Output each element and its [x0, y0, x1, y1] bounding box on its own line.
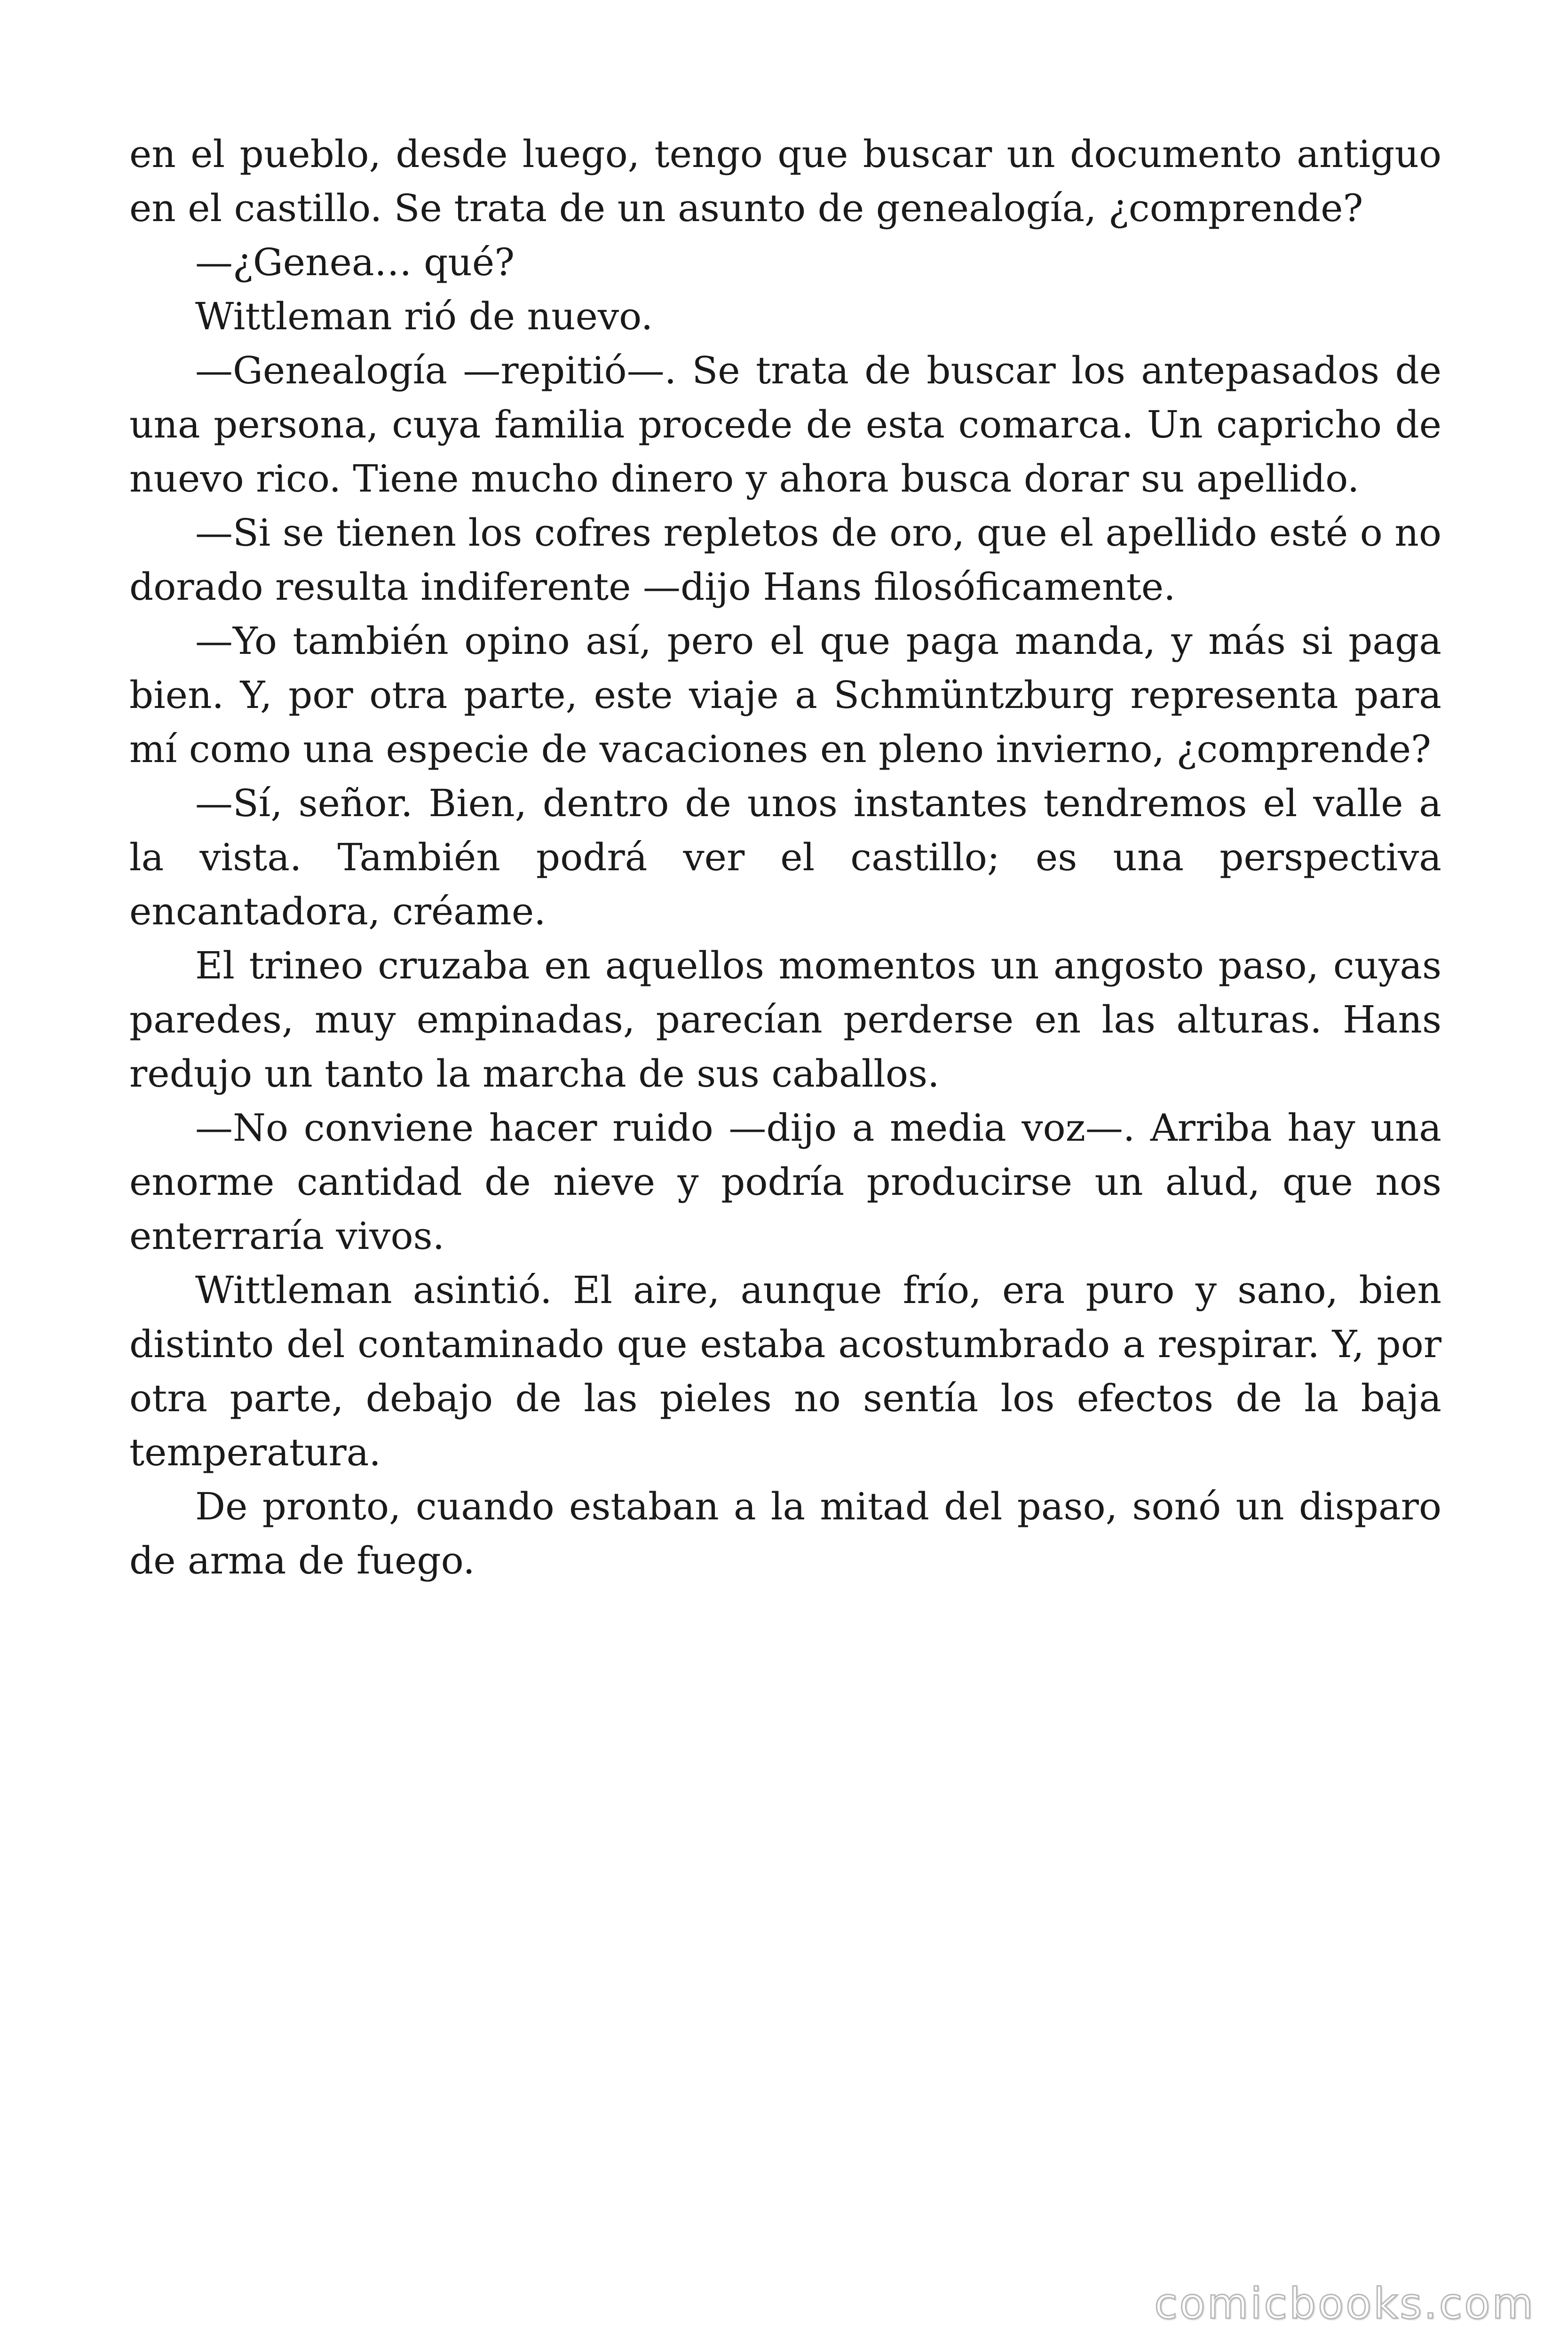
paragraph: —No conviene hacer ruido —dijo a media voz—. Arriba hay una enorme cantidad de nieve y podría producirse un alud, que nos enterraría vivos. — [129, 1106, 1441, 1258]
paragraph: —Yo también opino así, pero el que paga manda, y más si paga bien. Y, por otra parte, este viaje a Schmüntzburg representa para mí como una especie de vacaciones en pleno invierno, ¿comprende? — [129, 619, 1441, 771]
paragraph: Wittleman asintió. El aire, aunque frío, era puro y sano, bien distinto del contaminado que estaba acostumbrado a respirar. Y, por otra parte, debajo de las pieles no sentía los efectos de la baja temperatura. — [129, 1268, 1441, 1474]
paragraph: —Genealogía —repitió—. Se trata de buscar los antepasados de una persona, cuya familia procede de esta comarca. Un capricho de nuevo rico. Tiene mucho dinero y ahora busca dorar su apellido. — [129, 349, 1441, 501]
paragraph: De pronto, cuando estaban a la mitad del paso, sonó un disparo de arma de fuego. — [129, 1485, 1441, 1582]
paragraph: El trineo cruzaba en aquellos momentos un angosto paso, cuyas paredes, muy empinadas, parecían perderse en las alturas. Hans redujo un tanto la marcha de sus caballos. — [129, 944, 1441, 1096]
paragraph: en el pueblo, desde luego, tengo que buscar un documento antiguo en el castillo. Se trata de un asunto de genealogía, ¿comprende? — [129, 132, 1441, 230]
paragraph: —Si se tienen los cofres repletos de oro, que el apellido esté o no dorado resulta indiferente —dijo Hans filosóficamente. — [129, 511, 1441, 609]
page-body — [129, 127, 1441, 1588]
watermark: comicbooks.com — [1154, 2279, 1535, 2328]
paragraph: —Sí, señor. Bien, dentro de unos instantes tendremos el valle a la vista. También podrá ver el castillo; es una perspectiva encantadora, créame. — [129, 781, 1441, 933]
paragraph: Wittleman rió de nuevo. — [195, 294, 653, 338]
paragraph: —¿Genea… qué? — [195, 240, 515, 284]
